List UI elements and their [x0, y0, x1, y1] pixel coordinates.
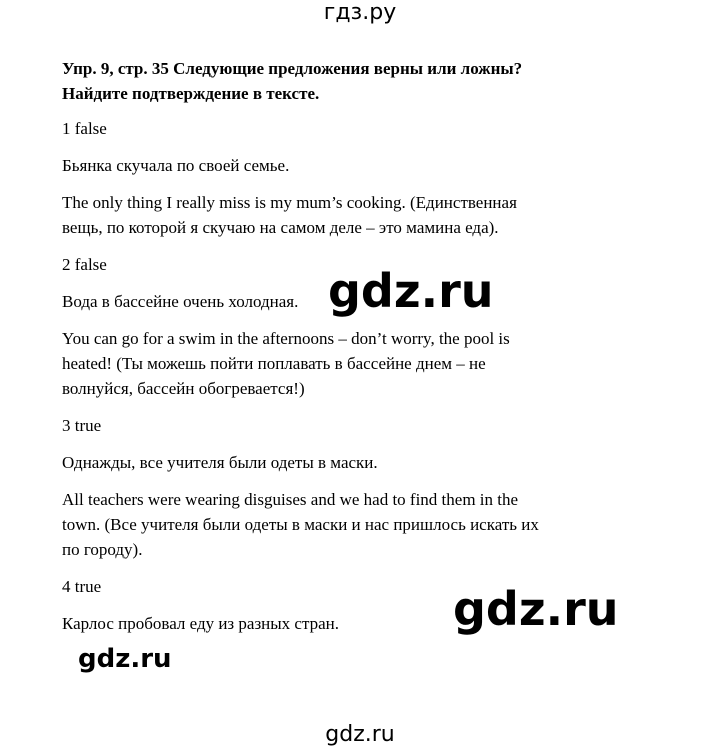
answer-number: 4 true: [62, 577, 102, 596]
evidence-line: волнуйся, бассейн обогревается!): [62, 379, 305, 398]
site-header: гдз.ру: [323, 0, 397, 25]
answer-number: 3 true: [62, 416, 102, 435]
answer-evidence: [62, 487, 662, 562]
answer-evidence: [62, 326, 662, 401]
exercise-title: [62, 56, 662, 106]
evidence-line: по городу).: [62, 540, 143, 559]
evidence-line: вещь, по которой я скучаю на самом деле – это мамина еда).: [62, 218, 499, 237]
answer-evidence: [62, 190, 662, 240]
exercise-title-line: Найдите подтверждение в тексте.: [62, 84, 320, 103]
answer-statement: Однажды, все учителя были одеты в маски.: [62, 453, 378, 472]
answer-statement: Вода в бассейне очень холодная.: [62, 292, 299, 311]
evidence-line: The only thing I really miss is my mum’s cooking. (Единственная: [62, 193, 517, 212]
site-footer: gdz.ru: [325, 722, 395, 747]
watermark: gdz.ru: [328, 264, 494, 318]
evidence-line: All teachers were wearing disguises and we had to find them in the: [62, 490, 519, 509]
document-body: [62, 56, 662, 648]
evidence-line: town. (Все учителя были одеты в маски и нас пришлось искать их: [62, 515, 539, 534]
watermark: gdz.ru: [78, 644, 172, 674]
exercise-title-line: Упр. 9, стр. 35 Следующие предложения верны или ложны?: [62, 59, 523, 78]
answer-number: 2 false: [62, 255, 107, 274]
answer-statement: Бьянка скучала по своей семье.: [62, 156, 290, 175]
evidence-line: You can go for a swim in the afternoons – don’t worry, the pool is: [62, 329, 510, 348]
answer-statement: Карлос пробовал еду из разных стран.: [62, 614, 340, 633]
watermark: gdz.ru: [453, 582, 619, 636]
answer-number: 1 false: [62, 119, 107, 138]
evidence-line: heated! (Ты можешь пойти поплавать в бассейне днем – не: [62, 354, 486, 373]
